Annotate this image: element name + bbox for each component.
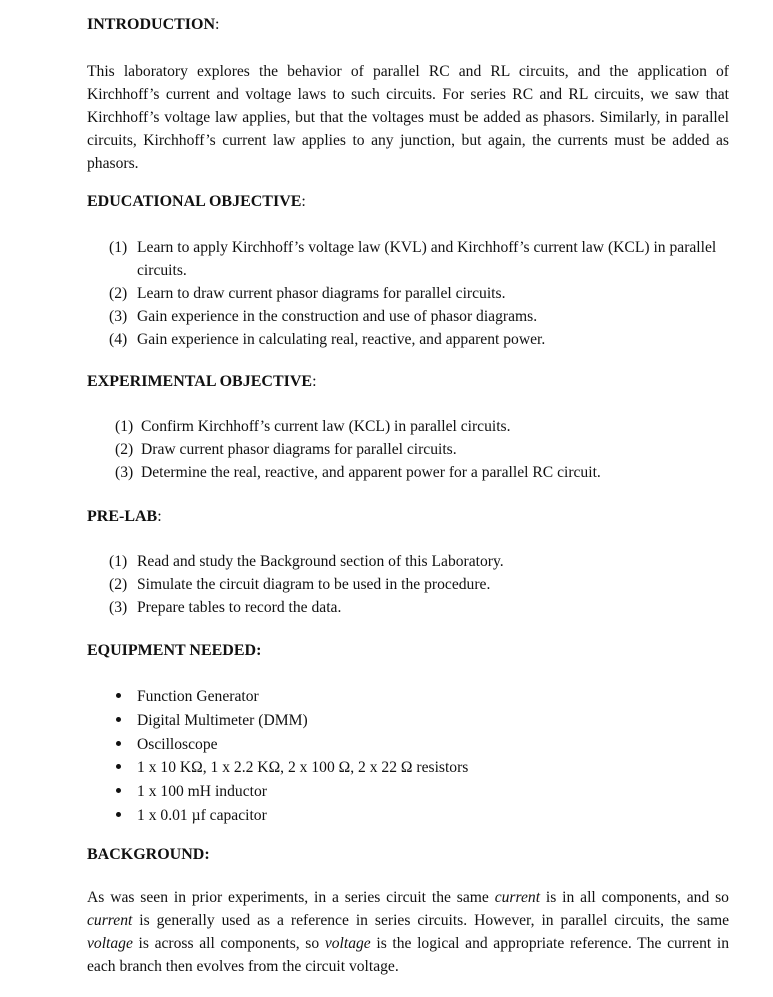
list-item: (4) Gain experience in calculating real, reactive, and apparent power.	[109, 331, 546, 348]
list-item: (2) Draw current phasor diagrams for parallel circuits.	[115, 441, 457, 458]
list-item: (2) Learn to draw current phasor diagrams for parallel circuits.	[109, 285, 506, 302]
list-item: Function Generator	[116, 685, 468, 709]
bullet-icon	[116, 812, 121, 817]
introduction-text: This laboratory explores the behavior of parallel RC and RL circuits, and the application of Kirchhoff’s current and voltage laws to such circuits. For series RC and RL circuits, we saw that Kirchhoff’s voltage law applies, but that the voltages must be added as phasors. Similarly, in parallel circuits, Kirchhoff’s current law applies to any junction, but again, the currents must be added as phasors.	[87, 63, 729, 172]
list-item: 1 x 10 KΩ, 1 x 2.2 KΩ, 2 x 100 Ω, 2 x 22 Ω resistors	[116, 756, 468, 780]
list-item: 1 x 0.01 µf capacitor	[116, 804, 468, 828]
background-heading: BACKGROUND:	[87, 846, 210, 863]
list-item: Digital Multimeter (DMM)	[116, 709, 468, 733]
educational-objective-list	[109, 236, 731, 351]
experimental-objective-heading: EXPERIMENTAL OBJECTIVE:	[87, 373, 317, 390]
bullet-icon	[116, 788, 121, 793]
bullet-icon	[116, 741, 121, 746]
educational-objective-heading: EDUCATIONAL OBJECTIVE:	[87, 193, 306, 210]
list-item: 1 x 100 mH inductor	[116, 780, 468, 804]
experimental-objective-list	[115, 415, 735, 484]
list-item: (1) Confirm Kirchhoff’s current law (KCL) in parallel circuits.	[115, 418, 511, 435]
list-item: (3) Determine the real, reactive, and apparent power for a parallel RC circuit.	[115, 464, 601, 481]
list-item: (1) Read and study the Background section of this Laboratory.	[109, 553, 504, 570]
list-item: (3) Prepare tables to record the data.	[109, 599, 342, 616]
list-item: (3) Gain experience in the construction and use of phasor diagrams.	[109, 308, 538, 325]
list-item: Oscilloscope	[116, 733, 468, 757]
equipment-list	[116, 685, 468, 828]
pre-lab-heading: PRE-LAB:	[87, 508, 162, 525]
background-text: As was seen in prior experiments, in a series circuit the same current is in all components, and so current is generally used as a reference in series circuits. However, in parallel circuits, the same voltage is across all components, so voltage is the logical and appropriate reference. The current in each branch then evolves from the circuit voltage.	[87, 889, 729, 975]
equipment-needed-heading: EQUIPMENT NEEDED:	[87, 642, 262, 659]
bullet-icon	[116, 764, 121, 769]
list-item: (1) Learn to apply Kirchhoff’s voltage law (KVL) and Kirchhoff’s current law (KCL) in parallel circuits.	[109, 239, 717, 279]
pre-lab-list	[109, 550, 729, 619]
list-item: (2) Simulate the circuit diagram to be used in the procedure.	[109, 576, 491, 593]
bullet-icon	[116, 717, 121, 722]
bullet-icon	[116, 693, 121, 698]
introduction-heading: INTRODUCTION:	[87, 16, 220, 33]
